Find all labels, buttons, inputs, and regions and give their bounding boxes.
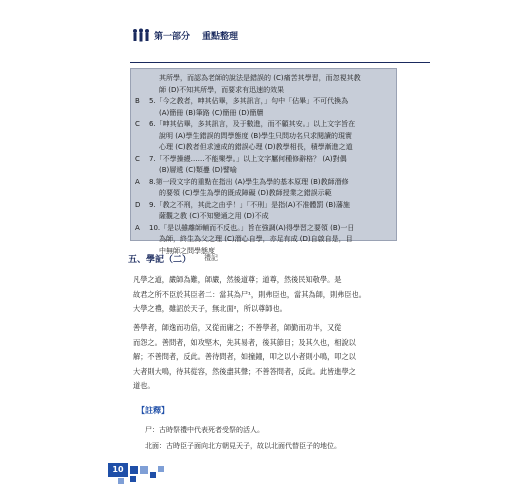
question-line	[135, 188, 392, 200]
people-logo-icon	[132, 28, 152, 42]
header-divider	[130, 62, 430, 63]
question-line	[135, 200, 392, 212]
answer-label: B	[135, 97, 140, 105]
paragraph-line: 而怨之。善問者，如攻堅木，先其易者，後其節目；及其久也，相說以	[133, 337, 356, 347]
question-line	[135, 85, 392, 97]
paragraph-line: 道也。	[133, 381, 155, 390]
section-source: 禮記	[204, 254, 218, 262]
question-text: 7.「不學操縵……不能樂學。」以上文字屬何種修辭格？ (A)對偶	[149, 154, 347, 163]
question-text: 心理 (C)教者但求速成的錯誤心理 (D)教學相長，積學漸進之道	[159, 143, 353, 151]
paragraph-1	[133, 273, 395, 317]
answer-label: C	[135, 120, 140, 128]
page-header	[0, 18, 520, 48]
question-line	[135, 223, 392, 235]
decor-square	[150, 472, 156, 478]
question-text: 9.「教之不刑，其此之由乎！」「不刑」是指(A)不准體罰 (B)藩施	[149, 200, 350, 209]
paragraph-line: 凡學之道，嚴師為難，師嚴，然後道尊；道尊，然後民知敬學。是	[133, 275, 342, 284]
answer-label: D	[135, 200, 141, 209]
question-text: 的要領 (C)學生為學的既成障礙 (D)教師授業之錯誤示範	[159, 189, 332, 197]
question-text: 其所學，而認為老師的說法是錯誤的 (C)痛苦其學習，而忽視其教	[159, 74, 361, 82]
question-line	[135, 119, 392, 131]
question-line	[135, 96, 392, 108]
question-line	[135, 142, 392, 154]
note-item: 尸：古時祭禮中代表死者受祭的活人。	[145, 426, 264, 434]
question-text: (A)簡冊 (B)筆路 (C)簡冊 (D)簡牘	[159, 108, 264, 117]
paragraph-2	[133, 321, 395, 394]
note-item: 北面：古時臣子面向北方朝見天子，故以北面代替臣子的地位。	[145, 442, 341, 450]
question-line	[135, 177, 392, 189]
question-text: 中無師之問學態度	[159, 246, 215, 255]
decor-square	[118, 478, 124, 484]
question-box	[130, 68, 397, 255]
answer-label: C	[135, 154, 140, 163]
page-number: 10	[108, 463, 128, 477]
question-text: (B)層遞 (C)類疊 (D)譬喻	[159, 166, 237, 174]
question-line	[135, 108, 392, 120]
paragraph-line: 解；不善問者，反此。善待問者，如撞鐘，叩之以小者則小鳴，叩之以	[133, 352, 356, 361]
question-text: 5.「今之教者，呻其佔畢，多其訊言，」句中「佔畢」不可代換為	[149, 97, 349, 105]
question-line	[135, 211, 392, 223]
paragraph-line: 故君之所不臣於其臣者二：當其為尸¹，則弗臣也，當其為師，則弗臣也。	[133, 289, 366, 299]
question-line	[135, 234, 392, 246]
paragraph-line: 大學之禮，雖詔於天子，無北面²，所以尊師也。	[133, 304, 287, 313]
decor-square	[158, 466, 164, 472]
question-text: 說明 (A)學生錯誤的問學態度 (B)學生只問功名只求閱讀的現實	[159, 131, 352, 140]
question-text: 師 (D)不知其所學，而要求有迅速的效果	[159, 85, 285, 94]
answer-label: A	[135, 177, 140, 186]
decor-square	[130, 466, 138, 474]
paragraph-line: 善學者，師逸而功倍，又從而庸之；不善學者，師勤而功半，又從	[133, 323, 342, 332]
question-line	[135, 131, 392, 143]
question-text: 為師，終生為父之理 (C)潛心自學，亦足有成 (D)自啟自是，目	[159, 235, 353, 243]
decor-square	[140, 466, 148, 474]
section-title: 五、學記（二）	[128, 255, 192, 265]
question-line	[135, 73, 392, 85]
notes-title: 【註釋】	[137, 406, 169, 415]
question-text: 10.「是以雖離師輔而不反也。」旨在強調(A)得學習之要領 (B)一日	[149, 223, 355, 232]
question-text: 薩觀之教 (C)不知變通之用 (D)不成	[159, 212, 269, 220]
header-section-title: 重點整理	[202, 32, 239, 42]
question-line	[135, 154, 392, 166]
paragraph-line: 大者則大鳴，待其從容，然後盡其聲；不善答問者，反此。此皆進學之	[133, 366, 356, 376]
decor-square	[130, 476, 136, 482]
question-line	[135, 165, 392, 177]
answer-label: A	[135, 223, 140, 232]
header-part-label: 第一部分	[154, 32, 191, 42]
question-text: 6.「呻其佔畢，多其訊言，及于數進，而不顧其安。」以上文字旨在	[149, 120, 356, 128]
question-text: 8.第一段文字的重點在指出 (A)學生為學的基本原理 (B)教師潛修	[149, 177, 349, 186]
